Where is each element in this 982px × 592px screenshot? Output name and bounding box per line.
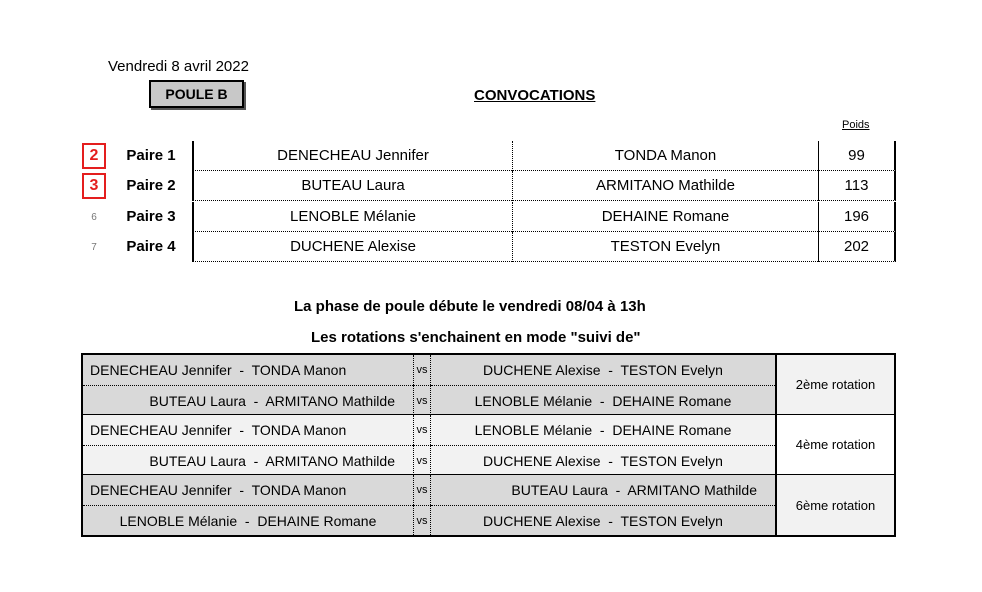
pair-player1: DUCHENE Alexise [192, 232, 512, 262]
pair-number: 7 [91, 241, 97, 253]
pair-player2: TESTON Evelyn [512, 232, 818, 262]
info-line-start: La phase de poule débute le vendredi 08/04 à 13h [294, 298, 646, 315]
table-row [0, 202, 982, 232]
match-right: DUCHENE Alexise - TESTON Evelyn [483, 362, 723, 378]
info-line-rotation-mode: Les rotations s'enchainent en mode "suivi de" [311, 329, 641, 346]
pair-label: Paire 4 [126, 238, 176, 255]
match-right: DUCHENE Alexise - TESTON Evelyn [431, 445, 775, 475]
match-left: DENECHEAU Jennifer - TONDA Manon [90, 422, 347, 438]
pair-label: Paire 2 [126, 177, 176, 194]
pair-poids: 99 [818, 141, 896, 171]
rotation-label: 6ème rotation [775, 475, 894, 535]
pair-player1: BUTEAU Laura [192, 171, 512, 201]
poids-column-header: Poids [842, 119, 870, 131]
match-left: DENECHEAU Jennifer - TONDA Manon [90, 362, 347, 378]
match-right: BUTEAU Laura - ARMITANO Mathilde [511, 482, 757, 498]
pair-label: Paire 3 [126, 208, 176, 225]
table-row [0, 232, 982, 262]
match-left: LENOBLE Mélanie - DEHAINE Romane [83, 505, 413, 535]
table-row [0, 141, 982, 171]
rotations-table [81, 353, 896, 537]
pair-player2: DEHAINE Romane [512, 202, 818, 232]
vs-label: vs [413, 415, 431, 445]
pair-player2: ARMITANO Mathilde [512, 171, 818, 201]
match-right: LENOBLE Mélanie - DEHAINE Romane [474, 422, 732, 438]
pair-player1: LENOBLE Mélanie [192, 202, 512, 232]
page-title: CONVOCATIONS [474, 87, 596, 104]
vs-label: vs [413, 505, 431, 535]
rotation-label: 4ème rotation [775, 415, 894, 475]
match-right: DUCHENE Alexise - TESTON Evelyn [431, 505, 775, 535]
match-left: BUTEAU Laura - ARMITANO Mathilde [83, 445, 413, 475]
match-left: DENECHEAU Jennifer - TONDA Manon [90, 482, 347, 498]
pair-poids: 196 [818, 202, 896, 232]
pair-number: 3 [82, 173, 106, 199]
rotation-label: 2ème rotation [775, 355, 894, 415]
pair-poids: 202 [818, 232, 896, 262]
pair-number: 6 [91, 211, 97, 223]
pair-player1: DENECHEAU Jennifer [192, 141, 512, 171]
table-row [0, 171, 982, 201]
pair-poids: 113 [818, 171, 896, 201]
pair-label: Paire 1 [126, 147, 176, 164]
vs-label: vs [413, 475, 431, 505]
vs-label: vs [413, 445, 431, 475]
match-left: BUTEAU Laura - ARMITANO Mathilde [83, 385, 413, 415]
poule-badge: POULE B [149, 80, 244, 108]
vs-label: vs [413, 355, 431, 385]
pair-number: 2 [82, 143, 106, 169]
date-label: Vendredi 8 avril 2022 [108, 58, 249, 75]
match-right: LENOBLE Mélanie - DEHAINE Romane [431, 385, 775, 415]
vs-label: vs [413, 385, 431, 415]
pair-player2: TONDA Manon [512, 141, 818, 171]
